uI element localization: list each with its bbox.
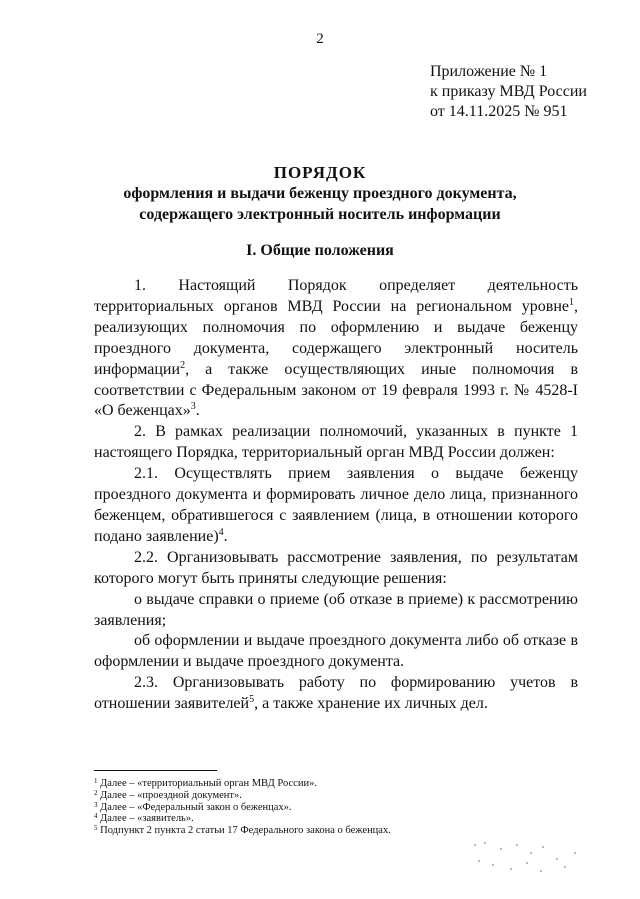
- paragraph-2-2-option-b: об оформлении и выдаче проездного документа либо об отказе в оформлении и выдаче проездного документа.: [94, 632, 578, 671]
- footnote-separator: [94, 770, 217, 771]
- paragraph-2: 2. В рамках реализации полномочий, указанных в пункте 1 настоящего Порядка, территориальный орган МВД России должен:: [94, 423, 578, 462]
- footnote-ref-3: 3: [190, 401, 196, 413]
- footnote-ref-4: 4: [218, 526, 224, 538]
- faint-stamp-mark: [470, 838, 590, 878]
- footnote-item: $^4$ Далее – «заявитель».: [94, 812, 194, 825]
- appendix-line-1: Приложение № 1: [430, 63, 548, 80]
- section-heading: I. Общие положения: [246, 242, 394, 259]
- footnotes: [94, 778, 391, 837]
- title-line-2: оформления и выдачи беженцу проездного документа,: [123, 185, 517, 202]
- page-number: 2: [316, 31, 324, 47]
- footnote-ref-2: 2: [180, 359, 186, 371]
- paragraph-2-2: 2.2. Организовывать рассмотрение заявления, по результатам которого могут быть приняты следующие решения:: [94, 548, 578, 587]
- paragraph-2-2-option-a: о выдаче справки о приеме (об отказе в приеме) к рассмотрению заявления;: [94, 590, 578, 629]
- footnote-ref-5: 5: [249, 694, 255, 706]
- title-main: ПОРЯДОК: [273, 163, 367, 182]
- document-body: [94, 276, 578, 715]
- footnote-item: $^1$ Далее – «территориальный орган МВД России».: [94, 777, 317, 789]
- footnote-ref-1: 1: [569, 296, 574, 308]
- paragraph-2-3: 2.3. Организовывать работу по формированию учетов в отношении заявителей$^5$, а также хранение их личных дел.: [94, 674, 578, 713]
- document-title: [60, 162, 580, 225]
- paragraph-1: 1. Настоящий Порядок определяет деятельность территориальных органов МВД России на региональном уровне$^1$, реализующих полномочия по оформлению и выдаче беженцу проездного документа, содержащего электронный носитель информации$^2$, а также осуществляющих иные полномочия в соответствии с Федеральным законом от 19 февраля 1993 г. № 4528-I «О беженцах»$^3$.: [94, 277, 578, 420]
- footnote-item: $^3$ Далее – «Федеральный закон о беженцах».: [94, 800, 292, 813]
- title-line-3: содержащего электронный носитель информации: [139, 206, 501, 223]
- paragraph-2-1: 2.1. Осуществлять прием заявления о выдаче беженцу проездного документа и формировать личное дело лица, признанного беженцем, обратившегося с заявлением (лица, в отношении которого подано заявление)$^4$.: [94, 465, 578, 545]
- appendix-line-3: от 14.11.2025 № 951: [430, 103, 568, 120]
- appendix-line-2: к приказу МВД России: [430, 83, 587, 100]
- footnote-item: $^5$ Подпункт 2 пункта 2 статьи 17 Федерального закона о беженцах.: [94, 824, 391, 837]
- footnote-item: $^2$ Далее – «проездной документ».: [94, 788, 242, 801]
- appendix-reference: [430, 62, 587, 122]
